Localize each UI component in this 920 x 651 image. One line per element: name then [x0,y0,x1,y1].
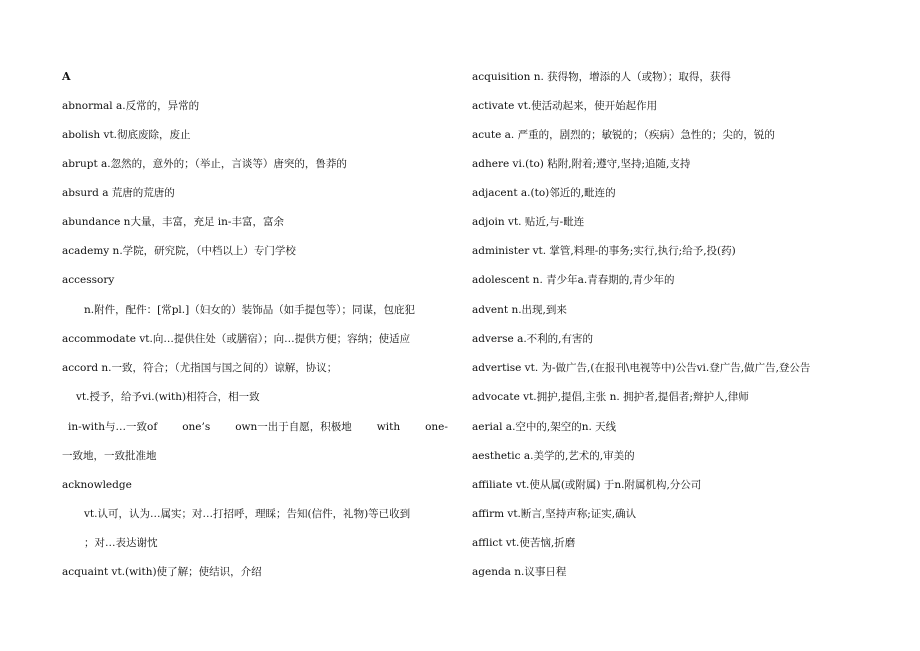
entry-afflict: afflict vt.使苦恼,折磨 [472,537,576,549]
entry-aerial: aerial a.空中的,架空的n. 天线 [472,421,617,433]
entry-acknowledge: acknowledge [62,479,132,491]
entry-advertise: advertise vt. 为-做广告,(在报刊\电视等中)公告vi.登广告,做广告,登公告 [472,362,811,374]
entry-adjoin: adjoin vt. 贴近,与-毗连 [472,216,585,228]
entry-accord-phrases [68,420,448,434]
entry-activate: activate vt.使活动起来，使开始起作用 [472,100,658,112]
entry-affiliate: affiliate vt.使从属(或附属) 于n.附属机构,分公司 [472,479,702,491]
entry-academy: academy n.学院，研究院，（中档以上）专门学校 [62,245,296,257]
entry-adolescent: adolescent n. 青少年a.青春期的,青少年的 [472,274,675,286]
entry-acquisition: acquisition n. 获得物，增添的人（或物）；取得，获得 [472,71,731,83]
entry-accord: accord n.一致，符合；（尤指国与国之间的）谅解，协议； [62,362,338,374]
entry-accommodate: accommodate vt.向…提供住处（或膳宿）；向…提供方便；容纳；使适应 [62,333,411,345]
phrase-part: in-with与…一致of [68,421,158,433]
entry-accessory-definition: n.附件，配件：[常pl.]（妇女的）装饰品（如手提包等）；同谋，包庇犯 [84,304,415,316]
entry-acknowledge-definition: vt.认可，认为…属实；对…打招呼，理睬；告知(信件，礼物)等已收到 [84,508,411,520]
entry-acknowledge-continued: ；对…表达谢忱 [84,537,158,549]
entry-affirm: affirm vt.断言,坚持声称;证实,确认 [472,508,637,520]
entry-agenda: agenda n.议事日程 [472,566,567,578]
entry-advocate: advocate vt.拥护,提倡,主张 n. 拥护者,提倡者;辩护人,律师 [472,391,749,403]
entry-absurd: absurd a 荒唐的荒唐的 [62,187,175,199]
entry-accord-continued: 一致地，一致批准地 [62,450,157,462]
entry-acquaint: acquaint vt.(with)使了解；使结识，介绍 [62,566,262,578]
entry-adverse: adverse a.不利的,有害的 [472,333,594,345]
entry-abolish: abolish vt.彻底废除，废止 [62,129,191,141]
entry-administer: administer vt. 掌管,料理-的事务;实行,执行;给予,投(药) [472,245,736,257]
entry-abnormal: abnormal a.反常的，异常的 [62,100,200,112]
phrase-part: one- [425,421,448,433]
entry-advent: advent n.出现,到来 [472,304,567,316]
phrase-part: one’s [182,421,211,433]
entry-abundance: abundance n大量，丰富，充足 in-丰富，富余 [62,216,284,228]
entry-acute: acute a. 严重的，剧烈的；敏锐的；（疾病）急性的；尖的，锐的 [472,129,775,141]
entry-adhere: adhere vi.(to) 粘附,附着;遵守,坚持;追随,支持 [472,158,691,170]
entry-accessory: accessory [62,274,115,286]
phrase-part: own一出于自愿，积极地 [235,421,352,433]
entry-aesthetic: aesthetic a.美学的,艺术的,审美的 [472,450,635,462]
entry-accord-verb: vt.授予，给予vi.(with)相符合，相一致 [76,391,260,403]
entry-abrupt: abrupt a.忽然的，意外的；（举止，言谈等）唐突的，鲁莽的 [62,158,347,170]
phrase-part: with [376,421,401,433]
entry-adjacent: adjacent a.(to)邻近的,毗连的 [472,187,616,199]
section-heading: A [62,70,71,83]
